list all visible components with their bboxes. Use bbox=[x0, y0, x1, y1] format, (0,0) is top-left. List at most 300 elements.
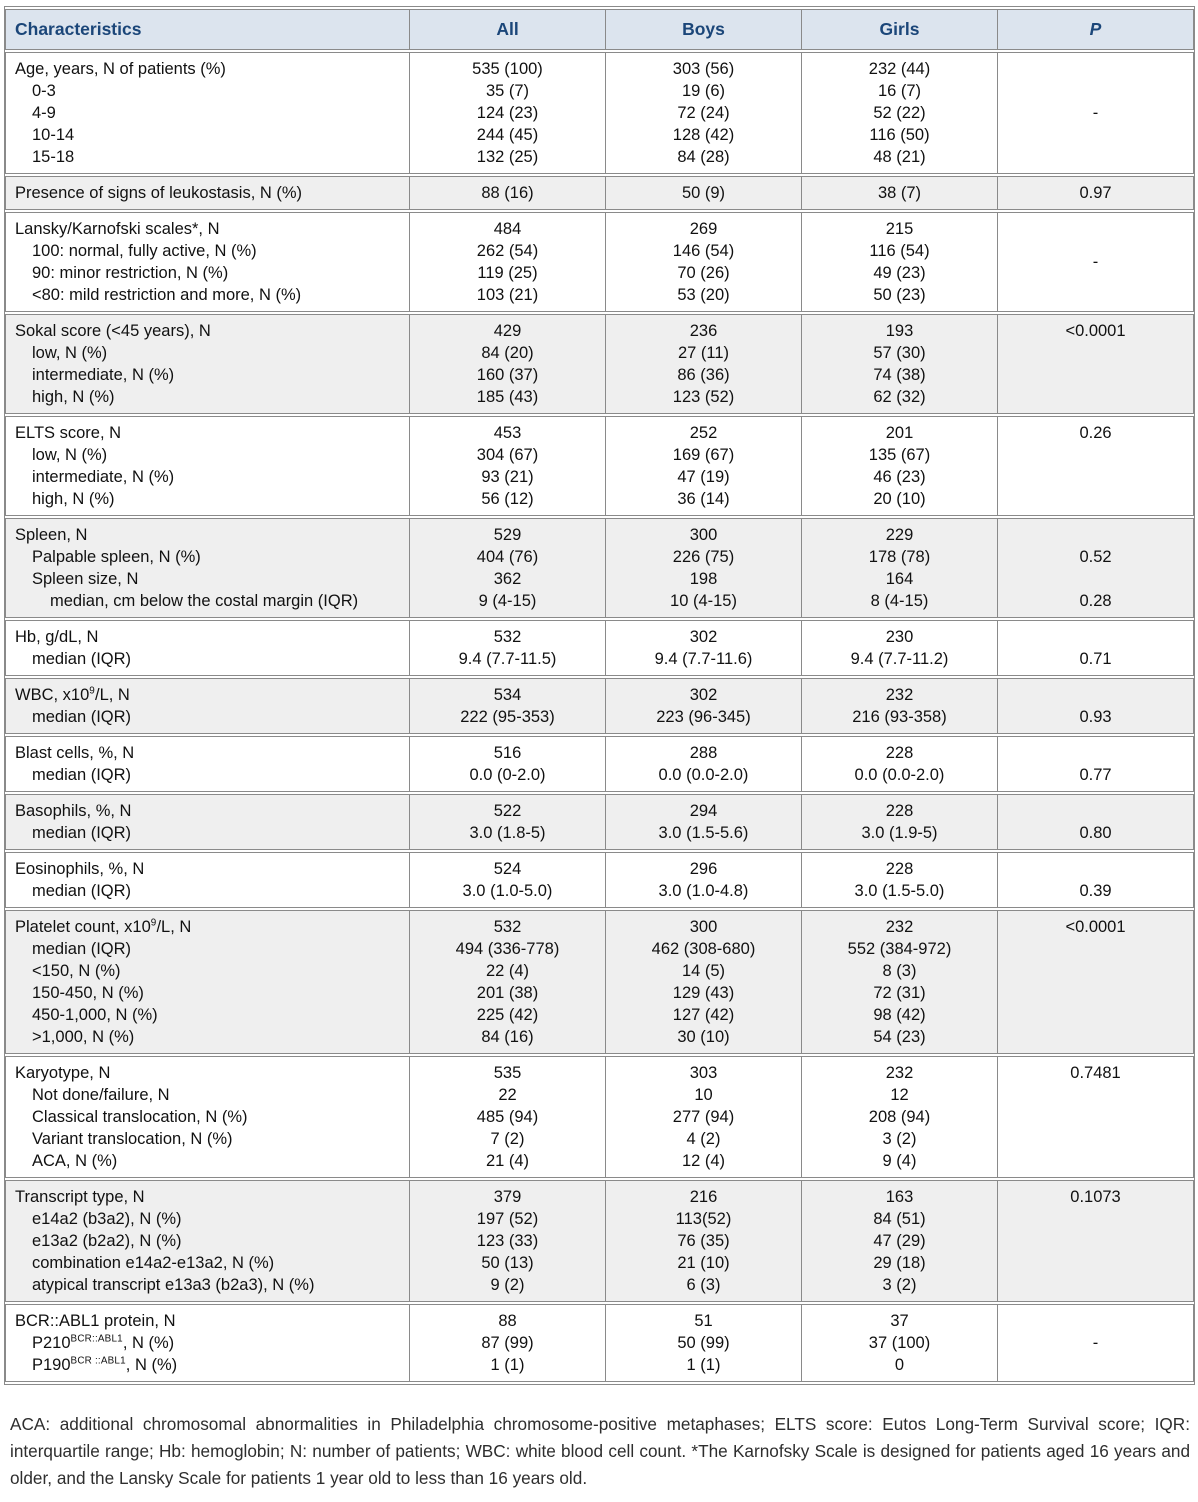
girls-value-cell bbox=[801, 794, 997, 850]
column-header-boys: Boys bbox=[605, 9, 801, 50]
all-value: 225 (42) bbox=[476, 1006, 539, 1024]
characteristic-label: Palpable spleen, N (%) bbox=[32, 548, 201, 566]
p-value bbox=[1002, 1150, 1189, 1172]
p-value bbox=[1002, 342, 1189, 364]
column-header-girls: Girls bbox=[801, 9, 997, 50]
p-value bbox=[1002, 386, 1189, 408]
all-value: 524 bbox=[493, 860, 522, 878]
boys-value-cell bbox=[605, 1180, 801, 1302]
all-value: 516 bbox=[493, 744, 522, 762]
boys-value: 12 (4) bbox=[681, 1152, 726, 1170]
boys-value: 6 (3) bbox=[686, 1276, 721, 1294]
characteristics-cell bbox=[5, 518, 409, 618]
girls-value-cell bbox=[801, 52, 997, 174]
characteristic-label: high, N (%) bbox=[32, 388, 115, 406]
girls-value: 228 bbox=[885, 744, 914, 762]
girls-value: 229 bbox=[885, 526, 914, 544]
boys-value: 72 (24) bbox=[677, 104, 730, 122]
all-value-cell bbox=[409, 52, 605, 174]
boys-value: 36 (14) bbox=[677, 490, 730, 508]
p-value bbox=[1002, 858, 1189, 880]
all-value: 7 (2) bbox=[490, 1130, 525, 1148]
boys-value-cell bbox=[605, 416, 801, 516]
p-value: 0.26 bbox=[1079, 424, 1112, 442]
girls-value-cell bbox=[801, 678, 997, 734]
boys-value: 0.0 (0.0-2.0) bbox=[658, 766, 749, 784]
girls-value: 49 (23) bbox=[873, 264, 926, 282]
all-value-cell bbox=[409, 794, 605, 850]
table-row bbox=[5, 678, 1194, 734]
all-value-cell bbox=[409, 176, 605, 210]
girls-value: 3.0 (1.5-5.0) bbox=[854, 882, 945, 900]
boys-value-cell bbox=[605, 314, 801, 414]
boys-value-cell bbox=[605, 1056, 801, 1178]
boys-value-cell bbox=[605, 620, 801, 676]
p-value: <0.0001 bbox=[1065, 322, 1126, 340]
characteristic-label: Not done/failure, N bbox=[32, 1086, 170, 1104]
column-header-all: All bbox=[409, 9, 605, 50]
characteristic-label: ACA, N (%) bbox=[32, 1152, 118, 1170]
boys-value: 47 (19) bbox=[677, 468, 730, 486]
p-value: 0.52 bbox=[1079, 548, 1112, 566]
all-value: 262 (54) bbox=[476, 242, 539, 260]
all-value: 9.4 (7.7-11.5) bbox=[458, 650, 557, 668]
all-value: 222 (95-353) bbox=[460, 708, 555, 726]
girls-value-cell bbox=[801, 620, 997, 676]
characteristic-label: median (IQR) bbox=[32, 940, 132, 958]
boys-value: 303 bbox=[689, 1064, 718, 1082]
p-value: 0.93 bbox=[1079, 708, 1112, 726]
table-row bbox=[5, 620, 1194, 676]
table-row bbox=[5, 52, 1194, 174]
characteristic-label: Karyotype, N bbox=[15, 1064, 111, 1082]
all-value: 87 (99) bbox=[481, 1334, 534, 1352]
p-value bbox=[1002, 938, 1189, 960]
characteristic-label: 100: normal, fully active, N (%) bbox=[32, 242, 257, 260]
p-value-cell bbox=[997, 1180, 1194, 1302]
p-value bbox=[1002, 568, 1189, 590]
header-row bbox=[5, 9, 1194, 50]
all-value-cell bbox=[409, 212, 605, 312]
boys-value: 50 (9) bbox=[681, 184, 726, 202]
column-header-characteristics: Characteristics bbox=[5, 9, 409, 50]
p-value: - bbox=[1092, 1334, 1099, 1352]
boys-value: 19 (6) bbox=[681, 82, 726, 100]
p-value-cell bbox=[997, 416, 1194, 516]
characteristic-label: low, N (%) bbox=[32, 446, 108, 464]
boys-value: 1 (1) bbox=[686, 1356, 721, 1374]
girls-value: 52 (22) bbox=[873, 104, 926, 122]
characteristics-cell bbox=[5, 1304, 409, 1382]
characteristic-label: atypical transcript e13a3 (b2a3), N (%) bbox=[32, 1276, 315, 1294]
characteristic-label: combination e14a2-e13a2, N (%) bbox=[32, 1254, 275, 1272]
girls-value: 552 (384-972) bbox=[847, 940, 952, 958]
characteristics-cell bbox=[5, 620, 409, 676]
characteristic-label: 150-450, N (%) bbox=[32, 984, 144, 1002]
girls-value: 9.4 (7.7-11.2) bbox=[850, 650, 949, 668]
boys-value: 302 bbox=[689, 628, 718, 646]
boys-value-cell bbox=[605, 1304, 801, 1382]
all-value: 119 (25) bbox=[477, 264, 538, 282]
girls-value: 8 (4-15) bbox=[870, 592, 929, 610]
all-value: 522 bbox=[493, 802, 522, 820]
boys-value: 3.0 (1.0-4.8) bbox=[658, 882, 749, 900]
table-body bbox=[5, 52, 1194, 1382]
all-value: 50 (13) bbox=[481, 1254, 534, 1272]
boys-value-cell bbox=[605, 518, 801, 618]
all-value-cell bbox=[409, 852, 605, 908]
all-value: 1 (1) bbox=[490, 1356, 525, 1374]
characteristic-label: median (IQR) bbox=[32, 766, 132, 784]
girls-value: 8 (3) bbox=[882, 962, 917, 980]
characteristic-label: 15-18 bbox=[32, 148, 75, 166]
all-value-cell bbox=[409, 620, 605, 676]
all-value: 56 (12) bbox=[481, 490, 534, 508]
characteristics-cell bbox=[5, 678, 409, 734]
characteristic-label: high, N (%) bbox=[32, 490, 115, 508]
characteristic-label: median (IQR) bbox=[32, 708, 132, 726]
all-value: 21 (4) bbox=[485, 1152, 530, 1170]
all-value: 124 (23) bbox=[476, 104, 539, 122]
characteristic-label: $P210^{BCR::ABL1}$, N (%) bbox=[32, 1333, 175, 1352]
all-value: 534 bbox=[493, 686, 522, 704]
p-value-cell bbox=[997, 678, 1194, 734]
p-value: 0.39 bbox=[1079, 882, 1112, 900]
characteristics-cell bbox=[5, 794, 409, 850]
girls-value: 16 (7) bbox=[877, 82, 922, 100]
p-value bbox=[1002, 684, 1189, 706]
girls-value: 230 bbox=[885, 628, 914, 646]
p-value: 0.97 bbox=[1079, 184, 1112, 202]
p-value bbox=[1002, 1026, 1189, 1048]
girls-value: 62 (32) bbox=[873, 388, 926, 406]
girls-value: 228 bbox=[885, 860, 914, 878]
table-row bbox=[5, 852, 1194, 908]
girls-value: 37 bbox=[890, 1312, 909, 1330]
p-value-cell bbox=[997, 852, 1194, 908]
all-value: 494 (336-778) bbox=[455, 940, 560, 958]
all-value: 535 bbox=[493, 1064, 522, 1082]
all-value: 379 bbox=[493, 1188, 522, 1206]
p-value bbox=[1002, 800, 1189, 822]
characteristic-label: Lansky/Karnofski scales*, N bbox=[15, 220, 220, 238]
p-value: 0.71 bbox=[1079, 650, 1112, 668]
p-value-cell bbox=[997, 212, 1194, 312]
boys-value: 86 (36) bbox=[677, 366, 730, 384]
boys-value: 296 bbox=[689, 860, 718, 878]
boys-value: 462 (308-680) bbox=[651, 940, 756, 958]
p-value-cell bbox=[997, 1056, 1194, 1178]
table-row bbox=[5, 416, 1194, 516]
column-header-p: P bbox=[997, 9, 1194, 50]
boys-value: 4 (2) bbox=[686, 1130, 721, 1148]
boys-value: 53 (20) bbox=[677, 286, 730, 304]
girls-value-cell bbox=[801, 1180, 997, 1302]
boys-value: 128 (42) bbox=[672, 126, 735, 144]
characteristic-label: e13a2 (b2a2), N (%) bbox=[32, 1232, 182, 1250]
girls-value-cell bbox=[801, 416, 997, 516]
all-value: 0.0 (0-2.0) bbox=[469, 766, 546, 784]
all-value: 84 (16) bbox=[481, 1028, 534, 1046]
p-value bbox=[1002, 524, 1189, 546]
girls-value: 12 bbox=[890, 1086, 909, 1104]
characteristic-label: Spleen size, N bbox=[32, 570, 139, 588]
girls-value-cell bbox=[801, 910, 997, 1054]
boys-value: 50 (99) bbox=[677, 1334, 730, 1352]
table-row bbox=[5, 518, 1194, 618]
characteristic-label: median (IQR) bbox=[32, 824, 132, 842]
all-value: 201 (38) bbox=[476, 984, 539, 1002]
boys-value: 300 bbox=[689, 918, 718, 936]
all-value-cell bbox=[409, 910, 605, 1054]
p-value bbox=[1002, 1230, 1189, 1252]
girls-value: 201 bbox=[885, 424, 914, 442]
characteristics-cell bbox=[5, 212, 409, 312]
all-value: 9 (4-15) bbox=[478, 592, 537, 610]
boys-value: 216 bbox=[689, 1188, 718, 1206]
p-value bbox=[1002, 488, 1189, 510]
table-footnote: ACA: additional chromosomal abnormalities in Philadelphia chromosome-positive metaphases; ELTS score: Eutos Long-Term Survival score; IQR: interquartile range; Hb: hemoglobin; N: number of patients; WBC: white blood cell count. *The Karnofsky Scale is designed for patients aged 16 years and older, and the Lansky Scale for patients 1 year old to less than 16 years old. bbox=[10, 1414, 1190, 1488]
girls-value: 98 (42) bbox=[873, 1006, 926, 1024]
girls-value: 0.0 (0.0-2.0) bbox=[854, 766, 945, 784]
boys-value: 76 (35) bbox=[677, 1232, 730, 1250]
table-row bbox=[5, 314, 1194, 414]
p-value: - bbox=[1092, 253, 1099, 271]
girls-value: 3 (2) bbox=[882, 1276, 917, 1294]
boys-value: 294 bbox=[689, 802, 718, 820]
all-value: 22 (4) bbox=[485, 962, 530, 980]
boys-value: 288 bbox=[689, 744, 718, 762]
boys-value: 9.4 (7.7-11.6) bbox=[654, 650, 753, 668]
boys-value: 269 bbox=[689, 220, 718, 238]
characteristic-label: ELTS score, N bbox=[15, 424, 122, 442]
all-value-cell bbox=[409, 736, 605, 792]
p-value bbox=[1002, 1274, 1189, 1296]
girls-value: 232 bbox=[885, 686, 914, 704]
girls-value: 9 (4) bbox=[882, 1152, 917, 1170]
characteristic-label: Sokal score (<45 years), N bbox=[15, 322, 211, 340]
girls-value: 72 (31) bbox=[873, 984, 926, 1002]
boys-value: 10 bbox=[694, 1086, 713, 1104]
characteristics-cell bbox=[5, 910, 409, 1054]
p-value bbox=[1002, 444, 1189, 466]
boys-value: 27 (11) bbox=[677, 344, 730, 362]
characteristic-label: 450-1,000, N (%) bbox=[32, 1006, 158, 1024]
p-value: - bbox=[1092, 104, 1099, 122]
all-value: 88 (16) bbox=[481, 184, 534, 202]
girls-value: 29 (18) bbox=[873, 1254, 926, 1272]
p-value: 0.80 bbox=[1079, 824, 1112, 842]
girls-value: 54 (23) bbox=[873, 1028, 926, 1046]
characteristic-label: 90: minor restriction, N (%) bbox=[32, 264, 229, 282]
p-value-cell bbox=[997, 176, 1194, 210]
boys-value: 223 (96-345) bbox=[656, 708, 751, 726]
p-value: <0.0001 bbox=[1065, 918, 1126, 936]
all-value-cell bbox=[409, 314, 605, 414]
characteristics-cell bbox=[5, 1056, 409, 1178]
characteristic-label: Eosinophils, %, N bbox=[15, 860, 145, 878]
all-value: 22 bbox=[498, 1086, 517, 1104]
all-value-cell bbox=[409, 678, 605, 734]
table-row bbox=[5, 736, 1194, 792]
girls-value: 50 (23) bbox=[873, 286, 926, 304]
characteristic-label: 10-14 bbox=[32, 126, 75, 144]
p-value bbox=[1002, 1252, 1189, 1274]
p-value: 0.7481 bbox=[1070, 1064, 1121, 1082]
p-value-cell bbox=[997, 794, 1194, 850]
all-value: 3.0 (1.0-5.0) bbox=[462, 882, 553, 900]
characteristics-cell bbox=[5, 736, 409, 792]
boys-value: 84 (28) bbox=[677, 148, 730, 166]
boys-value-cell bbox=[605, 52, 801, 174]
table-row bbox=[5, 1304, 1194, 1382]
boys-value: 51 bbox=[694, 1312, 713, 1330]
table-row bbox=[5, 212, 1194, 312]
boys-value: 236 bbox=[689, 322, 718, 340]
all-value: 3.0 (1.8-5) bbox=[469, 824, 546, 842]
characteristic-label: Variant translocation, N (%) bbox=[32, 1130, 233, 1148]
p-value bbox=[1002, 960, 1189, 982]
boys-value: 127 (42) bbox=[672, 1006, 735, 1024]
all-value: 484 bbox=[493, 220, 522, 238]
characteristic-label: Basophils, %, N bbox=[15, 802, 132, 820]
characteristics-cell bbox=[5, 52, 409, 174]
all-value-cell bbox=[409, 1304, 605, 1382]
boys-value: 129 (43) bbox=[672, 984, 735, 1002]
p-value bbox=[1002, 1208, 1189, 1230]
p-value-cell bbox=[997, 736, 1194, 792]
all-value: 88 bbox=[498, 1312, 517, 1330]
p-value: 0.1073 bbox=[1070, 1188, 1121, 1206]
girls-value-cell bbox=[801, 1304, 997, 1382]
all-value: 529 bbox=[493, 526, 522, 544]
girls-value: 163 bbox=[885, 1188, 914, 1206]
characteristic-label: >1,000, N (%) bbox=[32, 1028, 135, 1046]
characteristic-label: Presence of signs of leukostasis, N (%) bbox=[15, 184, 303, 202]
boys-value: 303 (56) bbox=[672, 60, 735, 78]
p-value bbox=[1002, 364, 1189, 386]
all-value: 532 bbox=[493, 628, 522, 646]
characteristics-cell bbox=[5, 176, 409, 210]
boys-value: 14 (5) bbox=[681, 962, 726, 980]
boys-value: 169 (67) bbox=[672, 446, 735, 464]
girls-value: 232 (44) bbox=[868, 60, 931, 78]
characteristic-label: 0-3 bbox=[32, 82, 56, 100]
girls-value: 57 (30) bbox=[873, 344, 926, 362]
all-value: 244 (45) bbox=[476, 126, 539, 144]
characteristics-cell bbox=[5, 852, 409, 908]
characteristic-label: intermediate, N (%) bbox=[32, 468, 175, 486]
characteristics-cell bbox=[5, 1180, 409, 1302]
girls-value: 135 (67) bbox=[868, 446, 931, 464]
p-value-cell bbox=[997, 52, 1194, 174]
all-value: 160 (37) bbox=[476, 366, 539, 384]
boys-value: 252 bbox=[689, 424, 718, 442]
girls-value: 215 bbox=[885, 220, 914, 238]
characteristic-label: intermediate, N (%) bbox=[32, 366, 175, 384]
all-value: 9 (2) bbox=[490, 1276, 525, 1294]
girls-value: 48 (21) bbox=[873, 148, 926, 166]
girls-value: 3 (2) bbox=[882, 1130, 917, 1148]
all-value: 485 (94) bbox=[476, 1108, 539, 1126]
girls-value: 20 (10) bbox=[873, 490, 926, 508]
girls-value: 232 bbox=[885, 918, 914, 936]
all-value: 132 (25) bbox=[476, 148, 539, 166]
characteristic-label: median (IQR) bbox=[32, 882, 132, 900]
p-value-cell bbox=[997, 620, 1194, 676]
characteristic-label: Classical translocation, N (%) bbox=[32, 1108, 248, 1126]
characteristic-label: WBC, $x10^9/L$, N bbox=[15, 685, 130, 704]
girls-value-cell bbox=[801, 314, 997, 414]
boys-value: 123 (52) bbox=[672, 388, 735, 406]
boys-value: 146 (54) bbox=[672, 242, 735, 260]
all-value-cell bbox=[409, 1180, 605, 1302]
all-value: 535 (100) bbox=[472, 60, 543, 78]
p-value-cell bbox=[997, 518, 1194, 618]
characteristic-label: <150, N (%) bbox=[32, 962, 121, 980]
characteristic-label: Age, years, N of patients (%) bbox=[15, 60, 226, 78]
characteristics-cell bbox=[5, 416, 409, 516]
all-value: 93 (21) bbox=[481, 468, 534, 486]
characteristic-label: median (IQR) bbox=[32, 650, 132, 668]
girls-value-cell bbox=[801, 1056, 997, 1178]
boys-value: 302 bbox=[689, 686, 718, 704]
characteristic-label: $P190^{BCR ::ABL1}$, N (%) bbox=[32, 1355, 178, 1374]
girls-value: 38 (7) bbox=[877, 184, 922, 202]
p-value bbox=[1002, 742, 1189, 764]
all-value-cell bbox=[409, 518, 605, 618]
p-value bbox=[1002, 466, 1189, 488]
all-value-cell bbox=[409, 416, 605, 516]
boys-value-cell bbox=[605, 176, 801, 210]
girls-value: 193 bbox=[885, 322, 914, 340]
boys-value: 277 (94) bbox=[672, 1108, 735, 1126]
characteristic-label: low, N (%) bbox=[32, 344, 108, 362]
table-header bbox=[5, 9, 1194, 50]
girls-value: 164 bbox=[885, 570, 914, 588]
p-value bbox=[1002, 626, 1189, 648]
girls-value: 46 (23) bbox=[873, 468, 926, 486]
girls-value-cell bbox=[801, 852, 997, 908]
all-value: 362 bbox=[493, 570, 522, 588]
all-value: 429 bbox=[493, 322, 522, 340]
p-value-cell bbox=[997, 1304, 1194, 1382]
table-row bbox=[5, 794, 1194, 850]
p-value-cell bbox=[997, 314, 1194, 414]
boys-value-cell bbox=[605, 678, 801, 734]
all-value: 532 bbox=[493, 918, 522, 936]
boys-value: 21 (10) bbox=[677, 1254, 730, 1272]
characteristic-label: Hb, g/dL, N bbox=[15, 628, 99, 646]
boys-value-cell bbox=[605, 852, 801, 908]
characteristic-label: 4-9 bbox=[32, 104, 56, 122]
girls-value-cell bbox=[801, 518, 997, 618]
all-value: 123 (33) bbox=[476, 1232, 539, 1250]
p-value bbox=[1002, 982, 1189, 1004]
boys-value: 30 (10) bbox=[677, 1028, 730, 1046]
characteristic-label: Platelet count, $x10^9/L$, N bbox=[15, 917, 192, 936]
girls-value: 232 bbox=[885, 1064, 914, 1082]
boys-value: 226 (75) bbox=[672, 548, 735, 566]
characteristic-label: Spleen, N bbox=[15, 526, 88, 544]
table-row bbox=[5, 910, 1194, 1054]
boys-value: 113(52) bbox=[675, 1210, 732, 1228]
boys-value-cell bbox=[605, 794, 801, 850]
characteristic-label: Transcript type, N bbox=[15, 1188, 145, 1206]
all-value: 35 (7) bbox=[485, 82, 530, 100]
p-value bbox=[1002, 1128, 1189, 1150]
girls-value: 228 bbox=[885, 802, 914, 820]
